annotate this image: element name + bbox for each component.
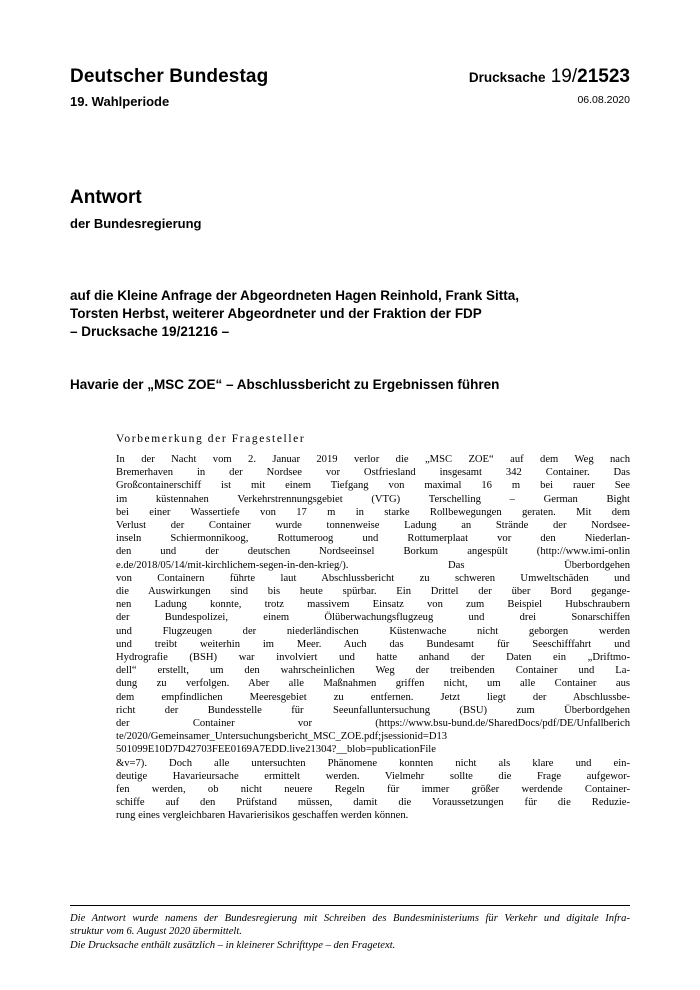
text-line: Bremerhaven in der Nordsee vor Ostfriesland insgesamt 342 Container. Das <box>116 467 630 479</box>
text-line: von Containern führte laut Abschlussbericht zu schweren Umweltschäden und <box>116 572 630 584</box>
topic-title: Havarie der „MSC ZOE“ – Abschlussbericht zu Ergebnissen führen <box>70 377 500 392</box>
text-line: &v=7). Doch alle untersuchten Phänomene konnten nicht als klare und ein- <box>116 757 630 769</box>
text-line: der Bundespolizei, einem Ölüberwachungsflugzeug und drei Sonarschiffen <box>116 612 630 624</box>
text-line: Verlust der Container wurde tonnenweise Ladung an Strände der Nordsee- <box>116 520 630 532</box>
inquiry-line: Torsten Herbst, weiterer Abgeordneter und der Fraktion der FDP <box>70 306 482 321</box>
text-line: te/2020/Gemeinsamer_Untersuchungsbericht_MSC_ZOE.pdf;jsessionid=D13 <box>116 731 448 743</box>
inquiry-line: – Drucksache 19/21216 – <box>70 324 230 339</box>
text-line: richt der Bundesstelle für Seeunfalluntersuchung (BSU) zum Überbordgehen <box>116 704 630 716</box>
text-line: der Container vor (https://www.bsu-bund.de/SharedDocs/pdf/DE/Unfallberich <box>116 718 630 730</box>
text-line: 501099E10D7D42703FEE0169A7EDD.live21304?__blob=publicationFile <box>116 744 436 756</box>
footer-notes <box>70 912 630 953</box>
footer-transmission-line: Die Antwort wurde namens der Bundesregierung mit Schreiben des Bundesministeriums für Verkehr und digitale Infra- <box>70 913 630 924</box>
text-line: dung zu verfolgen. Aber alle Maßnahmen griffen nicht, um alle Container aus <box>116 678 630 690</box>
text-line: schiffe auf den Prüfstand müssen, damit die Voraussetzungen für die Reduzie- <box>116 797 630 809</box>
text-line: Großcontainerschiff ist mit einem Tiefgang von maximal 16 m bei rauer See <box>116 480 630 492</box>
org-title: Deutscher Bundestag <box>70 66 269 87</box>
preliminary-body <box>116 453 630 823</box>
preliminary-heading: Vorbemerkung der Fragesteller <box>116 433 306 445</box>
text-line: e.de/2018/05/14/mit-kirchlichem-segen-in-den-krieg/). Das Überbordgehen <box>116 559 630 571</box>
text-line: nen Ladung konnte, trotz massivem Einsatz von zum Beispiel Hubschraubern <box>116 599 630 611</box>
text-line: dell“ erstellt, um den wahrscheinlichen Weg der treibenden Container und La- <box>116 665 630 677</box>
drucksache-label: Drucksache <box>468 70 546 85</box>
header-right <box>469 66 630 106</box>
text-line: bei einer Wassertiefe von 17 m in starke Rollbewegungen geraten. Mit dem <box>116 506 630 518</box>
answer-subtitle: der Bundesregierung <box>70 216 202 231</box>
header-left <box>70 66 268 109</box>
text-line: und Flugzeugen der niederländischen Küstenwache nicht geborgen werden <box>116 625 630 637</box>
preliminary-remarks <box>116 433 630 823</box>
footer-note: Die Drucksache enthält zusätzlich – in kleinerer Schrifttype – den Fragetext. <box>70 940 396 952</box>
text-line: inseln Schiermonnikoog, Rottumeroog und Rottumerplaat vor den Niederlan- <box>116 533 630 545</box>
answer-block <box>70 187 201 231</box>
text-line: deutige Havarieursache ermittelt werden. Vielmehr sollte die Frage aufgewor- <box>116 770 630 782</box>
text-line: In der Nacht vom 2. Januar 2019 verlor die „MSC ZOE“ auf dem Weg nach <box>116 454 630 465</box>
inquiry-line: auf die Kleine Anfrage der Abgeordneten Hagen Reinhold, Frank Sitta, <box>70 288 520 303</box>
text-line: den und der deutschen Nordseeinsel Borkum angespült (http://www.imi-onlin <box>116 546 630 558</box>
footer-divider <box>70 905 630 906</box>
answer-title: Antwort <box>70 187 142 208</box>
text-line: rung eines vergleichbaren Havarierisikos geschaffen werden können. <box>116 810 409 822</box>
drucksache-id <box>469 66 630 88</box>
text-line: und treibt weiterhin im Meer. Auch das Bundesamt für Seeschifffahrt und <box>116 638 630 650</box>
drucksache-prefix: 19/ <box>550 66 578 87</box>
legislative-period: 19. Wahlperiode <box>70 94 170 109</box>
text-line: fen werden, ob nicht neuere Regeln für immer größer werdende Container- <box>116 784 630 796</box>
inquiry-reference <box>70 287 630 341</box>
text-line: im küstennahen Verkehrstrennungsgebiet (VTG) Terschelling – German Bight <box>116 493 630 505</box>
footer-transmission-line: struktur vom 6. August 2020 übermittelt. <box>70 926 242 938</box>
text-line: die Auswirkungen sind bis heute spürbar. Ein Drittel der über Bord gegange- <box>116 586 630 598</box>
drucksache-number: 21523 <box>577 66 630 87</box>
document-date: 06.08.2020 <box>577 94 630 106</box>
text-line: Hydrografie (BSH) war involviert und hatte anhand der Daten ein „Driftmo- <box>116 652 630 664</box>
text-line: dem empfindlichen Meeresgebiet zu entfernen. Jetzt liegt der Abschlussbe- <box>116 691 630 703</box>
